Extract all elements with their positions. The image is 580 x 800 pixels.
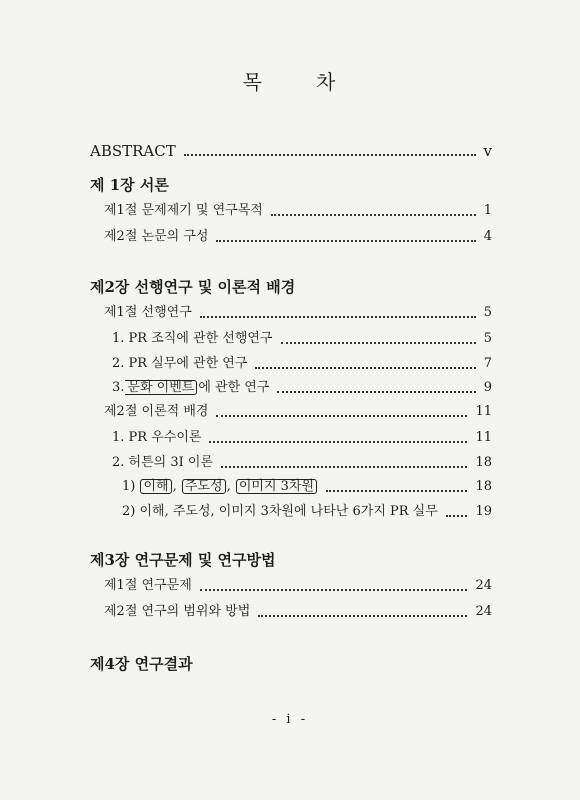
toc-label: 1. PR 우수이론 bbox=[112, 430, 202, 445]
leader-dots bbox=[277, 390, 475, 393]
toc-page-number: 7 bbox=[483, 356, 492, 371]
toc-label: 2) 이해, 주도성, 이미지 3차원에 나타난 6가지 PR 실무 bbox=[122, 504, 438, 519]
toc-entry-ch3-s2 bbox=[104, 604, 492, 620]
toc-label: 제1절 선행연구 bbox=[104, 305, 192, 320]
item-separator: , bbox=[226, 479, 235, 494]
page-number-footer: - i - bbox=[271, 712, 309, 727]
leader-dots bbox=[326, 489, 467, 492]
leader-dots bbox=[271, 213, 476, 216]
toc-page-number: 19 bbox=[475, 504, 492, 519]
leader-dots bbox=[221, 465, 467, 468]
leader-dots bbox=[281, 341, 476, 344]
page-title bbox=[0, 66, 580, 95]
leader-dots bbox=[200, 315, 476, 318]
toc-label: 2. PR 실무에 관한 연구 bbox=[112, 356, 248, 371]
toc-label: 1. PR 조직에 관한 선행연구 bbox=[112, 331, 273, 346]
chapter-4-heading: 제4장 연구결과 bbox=[90, 655, 193, 673]
toc-entry-ch2-s1 bbox=[104, 305, 492, 321]
toc-entry-ch2-i7 bbox=[122, 504, 492, 520]
item-suffix: 에 관한 연구 bbox=[198, 380, 270, 395]
toc-label bbox=[122, 479, 318, 495]
toc-label: 제1절 문제제기 및 연구목적 bbox=[104, 203, 263, 218]
chapter-1-heading: 제 1장 서론 bbox=[90, 176, 169, 194]
item-prefix: 1) bbox=[122, 479, 140, 494]
leader-dots bbox=[258, 614, 467, 617]
toc-entry-ch2-i2 bbox=[112, 356, 492, 372]
toc-label: 제2절 연구의 범위와 방법 bbox=[104, 604, 251, 619]
toc-page-number: v bbox=[483, 142, 492, 160]
toc-entry-ch2-i4 bbox=[112, 430, 492, 446]
toc-page-number: 9 bbox=[483, 380, 492, 395]
item-separator: , bbox=[172, 479, 181, 494]
chapter-2-heading: 제2장 선행연구 및 이론적 배경 bbox=[90, 278, 296, 296]
toc-entry-ch2-s2 bbox=[104, 404, 492, 420]
toc-entry-abstract bbox=[90, 143, 492, 159]
leader-dots bbox=[216, 239, 475, 242]
handwritten-mark: 주도성 bbox=[182, 479, 226, 494]
leader-dots bbox=[184, 153, 476, 156]
leader-dots bbox=[209, 440, 467, 443]
item-prefix: 3. bbox=[112, 380, 125, 395]
chapter-3-heading: 제3장 연구문제 및 연구방법 bbox=[90, 551, 276, 569]
toc-label: 제2절 이론적 배경 bbox=[104, 404, 209, 419]
toc-label: 제2절 논문의 구성 bbox=[104, 229, 209, 244]
leader-dots bbox=[216, 414, 467, 417]
leader-dots bbox=[446, 514, 468, 517]
toc-label: ABSTRACT bbox=[90, 142, 176, 160]
toc-page-number: 11 bbox=[475, 404, 492, 419]
leader-dots bbox=[200, 588, 468, 591]
leader-dots bbox=[255, 366, 475, 369]
toc-entry-ch2-i6 bbox=[122, 479, 492, 495]
title-char-1: 목 bbox=[242, 70, 264, 94]
toc-page-number: 1 bbox=[483, 203, 492, 218]
toc-page-number: 24 bbox=[475, 604, 492, 619]
toc-page-number: 18 bbox=[475, 479, 492, 494]
toc-entry-ch1-s1 bbox=[104, 203, 492, 219]
toc-page-number: 24 bbox=[475, 578, 492, 593]
title-char-2: 차 bbox=[316, 70, 338, 94]
handwritten-mark: 이해 bbox=[140, 479, 171, 494]
toc-entry-ch3-s1 bbox=[104, 578, 492, 594]
toc-entry-ch2-i1 bbox=[112, 331, 492, 347]
toc-page-number: 11 bbox=[475, 430, 492, 445]
toc-page-number: 4 bbox=[483, 229, 492, 244]
toc-label: 제1절 연구문제 bbox=[104, 578, 192, 593]
toc-label bbox=[112, 380, 269, 396]
toc-entry-ch2-i5 bbox=[112, 455, 492, 471]
toc-label: 2. 허튼의 3I 이론 bbox=[112, 455, 213, 470]
toc-page-number: 18 bbox=[475, 455, 492, 470]
toc-entry-ch2-i3 bbox=[112, 380, 492, 396]
toc-entry-ch1-s2 bbox=[104, 229, 492, 245]
toc-page-number: 5 bbox=[483, 305, 492, 320]
handwritten-mark: 문화 이벤트 bbox=[125, 380, 197, 395]
handwritten-mark: 이미지 3차원 bbox=[236, 479, 317, 494]
toc-page-number: 5 bbox=[483, 331, 492, 346]
